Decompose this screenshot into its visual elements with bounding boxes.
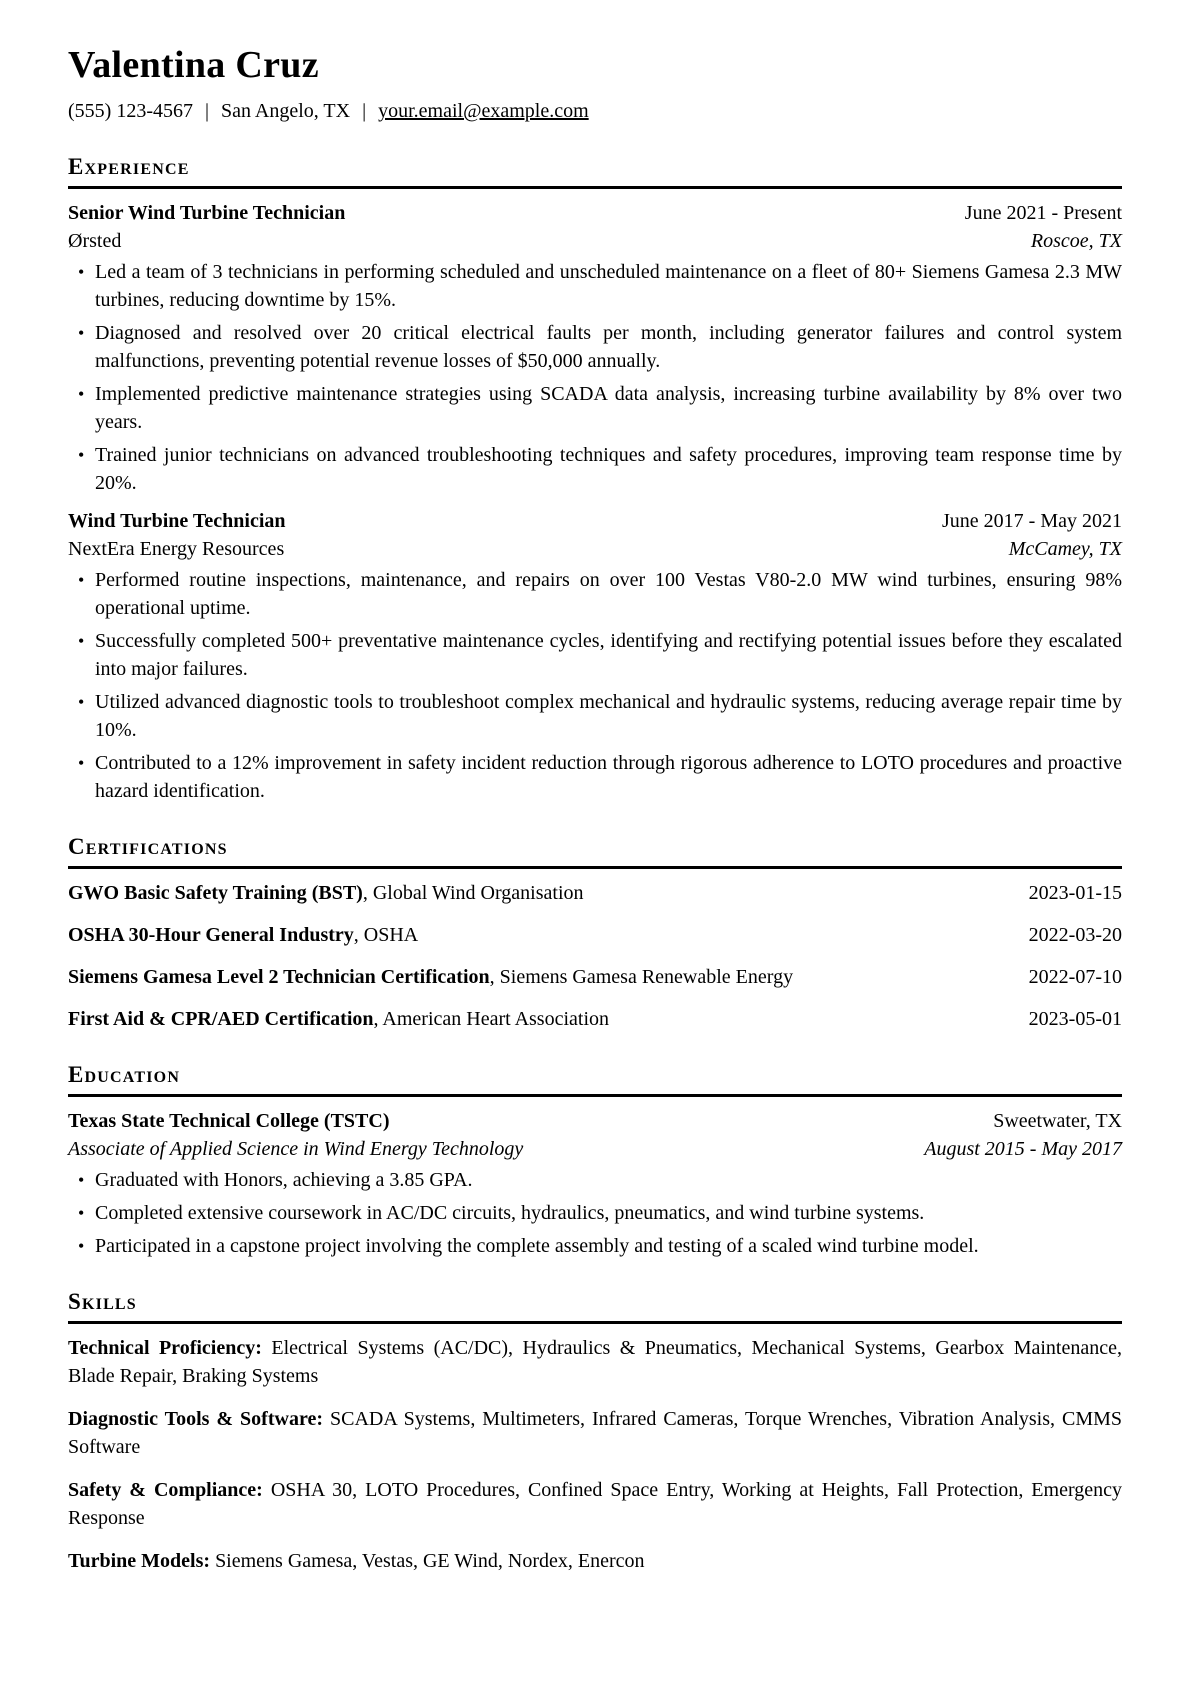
section-title-certifications: Certifications (68, 833, 1122, 869)
bullet-item: • Trained junior technicians on advanced troubleshooting techniques and safety procedures, improving team response time by 20%. (68, 441, 1122, 497)
degree-name: Associate of Applied Science in Wind Energy Technology (68, 1138, 524, 1160)
skill-line (68, 1547, 1122, 1575)
certification-name-issuer (68, 879, 604, 907)
comma-separator: , (489, 966, 500, 988)
certification-name: GWO Basic Safety Training (BST) (68, 882, 363, 904)
certification-date: 2023-01-15 (1028, 882, 1122, 904)
certification-row (68, 1005, 1122, 1033)
bullet-item: • Diagnosed and resolved over 20 critical electrical faults per month, including generator failures and control system malfunctions, preventing potential revenue losses of $50,000 annually. (68, 319, 1122, 375)
bullet-item: • Graduated with Honors, achieving a 3.85 GPA. (68, 1166, 1122, 1194)
certification-name: First Aid & CPR/AED Certification (68, 1008, 374, 1030)
bullet-item: • Led a team of 3 technicians in performing scheduled and unscheduled maintenance on a fleet of 80+ Siemens Gamesa 2.3 MW turbines, reducing downtime by 15%. (68, 258, 1122, 314)
job-bullet-list (68, 566, 1122, 805)
education-section (68, 1061, 1122, 1260)
certification-row (68, 921, 1122, 949)
certification-row (68, 963, 1122, 991)
certification-issuer: Siemens Gamesa Renewable Energy (499, 966, 794, 988)
skill-category-label: Turbine Models: (68, 1550, 211, 1572)
job-title: Senior Wind Turbine Technician (68, 202, 346, 224)
job-subheader-row (68, 227, 1122, 255)
skill-category-label: Technical Proficiency: (68, 1337, 262, 1359)
bullet-item: • Completed extensive coursework in AC/DC circuits, hydraulics, pneumatics, and wind turbine systems. (68, 1199, 1122, 1227)
bullet-item: • Utilized advanced diagnostic tools to troubleshoot complex mechanical and hydraulic systems, reducing average repair time by 10%. (68, 688, 1122, 744)
education-subheader-row (68, 1135, 1122, 1163)
skills-section (68, 1288, 1122, 1575)
bullet-item: • Successfully completed 500+ preventative maintenance cycles, identifying and rectifying potential issues before they escalated into major failures. (68, 627, 1122, 683)
person-name: Valentina Cruz (68, 44, 319, 86)
comma-separator: , (373, 1008, 383, 1030)
section-title-skills: Skills (68, 1288, 1122, 1324)
certification-name-issuer (68, 921, 438, 949)
experience-section (68, 153, 1122, 805)
job-subheader-row (68, 535, 1122, 563)
section-title-experience: Experience (68, 153, 1122, 189)
job-header-row (68, 507, 1122, 535)
certification-date: 2022-03-20 (1028, 924, 1122, 946)
job-title: Wind Turbine Technician (68, 510, 286, 532)
comma-separator: , (353, 924, 364, 946)
comma-separator: , (362, 882, 373, 904)
job-dates: June 2017 - May 2021 (942, 510, 1122, 532)
school-name: Texas State Technical College (TSTC) (68, 1110, 390, 1132)
certification-name: Siemens Gamesa Level 2 Technician Certification (68, 966, 490, 988)
contact-separator: | (362, 100, 367, 122)
section-title-education: Education (68, 1061, 1122, 1097)
contact-location: San Angelo, TX (221, 100, 351, 122)
certification-date: 2023-05-01 (1028, 1008, 1122, 1030)
phone-number: (555) 123-4567 (68, 100, 193, 122)
education-bullet-list (68, 1166, 1122, 1260)
certification-row (68, 879, 1122, 907)
certification-issuer: American Heart Association (382, 1008, 610, 1030)
education-entry (68, 1107, 1122, 1260)
bullet-item: • Implemented predictive maintenance strategies using SCADA data analysis, increasing turbine availability by 8% over two years. (68, 380, 1122, 436)
certification-name: OSHA 30-Hour General Industry (68, 924, 354, 946)
bullet-item: • Participated in a capstone project involving the complete assembly and testing of a scaled wind turbine model. (68, 1232, 1122, 1260)
skill-values: SCADA Systems, Multimeters, Infrared Cameras, Torque Wrenches, Vibration Analysis, CMMS Software (68, 1408, 1123, 1458)
skill-line (68, 1405, 1122, 1461)
job-location: McCamey, TX (1008, 538, 1122, 560)
contact-line (68, 97, 1122, 125)
school-location: Sweetwater, TX (993, 1110, 1122, 1132)
education-header-row (68, 1107, 1122, 1135)
job-entry (68, 199, 1122, 497)
job-location: Roscoe, TX (1030, 230, 1122, 252)
job-dates: June 2021 - Present (964, 202, 1122, 224)
skill-category-label: Safety & Compliance: (68, 1479, 263, 1501)
education-dates: August 2015 - May 2017 (924, 1138, 1122, 1160)
skill-values: OSHA 30, LOTO Procedures, Confined Space Entry, Working at Heights, Fall Protection, Emergency Response (68, 1479, 1123, 1529)
skill-category-label: Diagnostic Tools & Software: (68, 1408, 323, 1430)
certification-issuer: OSHA (363, 924, 419, 946)
certification-name-issuer (68, 963, 813, 991)
contact-separator: | (204, 100, 209, 122)
bullet-item: • Contributed to a 12% improvement in safety incident reduction through rigorous adherence to LOTO procedures and proactive hazard identification. (68, 749, 1122, 805)
certification-name-issuer (68, 1005, 629, 1033)
bullet-item: • Performed routine inspections, maintenance, and repairs on over 100 Vestas V80-2.0 MW wind turbines, ensuring 98% operational uptime. (68, 566, 1122, 622)
skill-values: Siemens Gamesa, Vestas, GE Wind, Nordex, Enercon (215, 1550, 645, 1572)
skill-line (68, 1476, 1122, 1532)
certification-date: 2022-07-10 (1028, 966, 1122, 988)
job-company: NextEra Energy Resources (68, 538, 285, 560)
job-bullet-list (68, 258, 1122, 497)
certifications-section (68, 833, 1122, 1033)
job-header-row (68, 199, 1122, 227)
job-company: Ørsted (68, 230, 122, 252)
skill-values: Electrical Systems (AC/DC), Hydraulics & Pneumatics, Mechanical Systems, Gearbox Maintenance, Blade Repair, Braking Systems (68, 1337, 1122, 1387)
email-link[interactable]: your.email@example.com (378, 100, 589, 122)
certification-issuer: Global Wind Organisation (372, 882, 584, 904)
skill-line (68, 1334, 1122, 1390)
job-entry (68, 507, 1122, 805)
